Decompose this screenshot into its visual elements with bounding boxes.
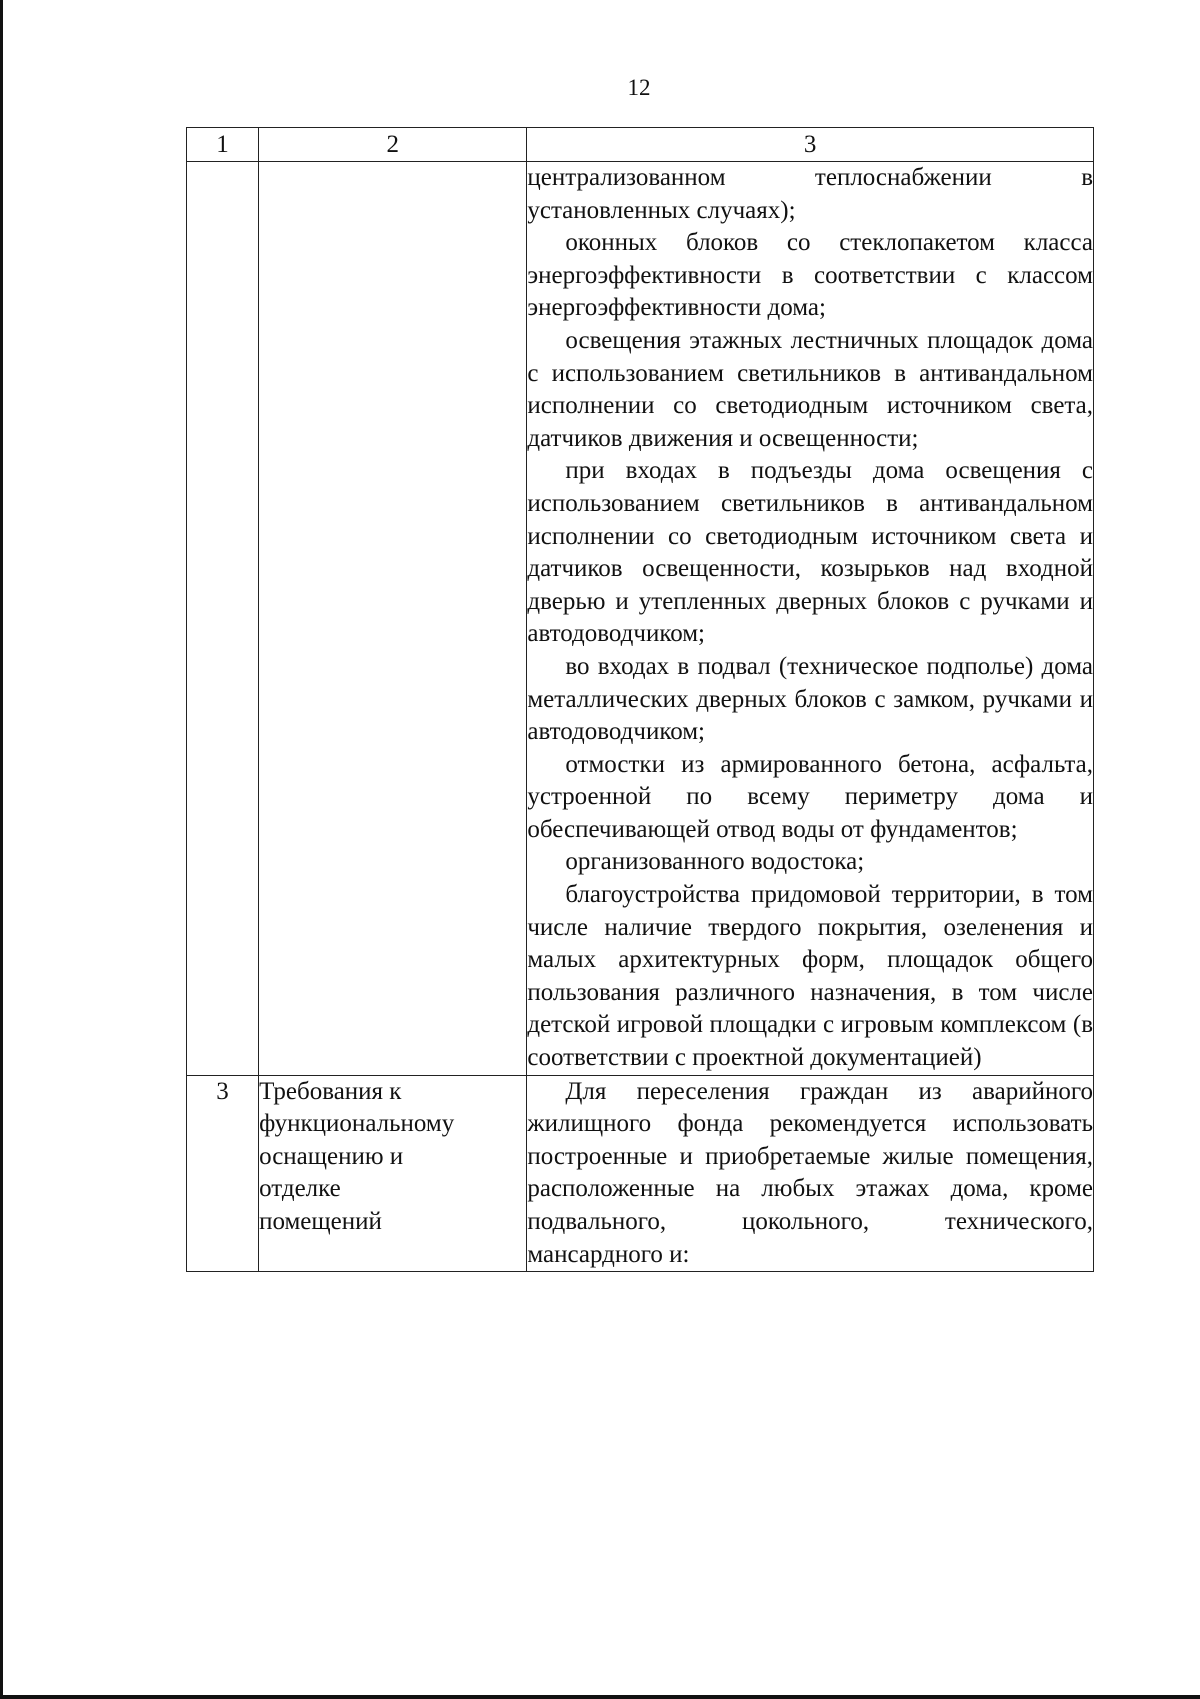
row-number-cell: 3	[187, 1075, 259, 1272]
header-cell-3: 3	[527, 128, 1094, 162]
paragraph: освещения этажных лестничных площадок дома с использованием светильников в антивандальном исполнении со светодиодным источником света, датчиков движения и освещенности;	[527, 326, 1093, 452]
row-label-cell	[259, 162, 527, 1076]
requirements-table	[186, 127, 1094, 1272]
table-row	[187, 162, 1094, 1076]
label-line: отделке	[259, 1175, 341, 1203]
paragraph: оконных блоков со стеклопакетом класса энергоэффективности в соответствии с классом энергоэффективности дома;	[527, 229, 1093, 322]
page-number: 12	[627, 75, 651, 100]
scan-edge-left	[0, 0, 3, 1699]
row-label-cell	[259, 1075, 527, 1272]
header-cell-2: 2	[259, 128, 527, 162]
paragraph: отмостки из армированного бетона, асфальта, устроенной по всему периметру дома и обеспечивающей отвод воды от фундаментов;	[527, 750, 1093, 843]
row-content-cell	[527, 162, 1094, 1076]
label-line: оснащению и	[259, 1142, 404, 1170]
label-line: помещений	[259, 1208, 382, 1235]
paragraph: Для переселения граждан из аварийного жилищного фонда рекомендуется использовать построенные и приобретаемые жилые помещения, расположенные на любых этажах дома, кроме подвального, цокольного, технического, мансардного и:	[527, 1077, 1093, 1268]
table-row	[187, 1075, 1094, 1272]
paragraph: во входах в подвал (техническое подполье) дома металлических дверных блоков с замком, ручками и автодоводчиком;	[527, 652, 1093, 746]
label-line: функциональному	[259, 1110, 455, 1138]
paragraph: при входах в подъезды дома освещения с использованием светильников в антивандальном исполнении со светодиодным источником света и датчиков освещенности, козырьков над входной дверью и утепленных дверных блоков с ручками и автодоводчиком;	[527, 457, 1093, 648]
table-header-row	[187, 128, 1094, 162]
row-number-cell	[187, 162, 259, 1076]
scan-edge-bottom	[0, 1695, 1200, 1699]
header-cell-1: 1	[187, 128, 259, 162]
paragraph: централизованном теплоснабжении в установленных случаях);	[527, 164, 1093, 224]
row-content-cell	[527, 1075, 1094, 1272]
paragraph: благоустройства придомовой территории, в том числе наличие твердого покрытия, озеленения и малых архитектурных форм, площадок общего пользования различного назначения, в том числе детской игровой площадки с игровым комплексом (в соответствии с проектной документацией)	[527, 881, 1093, 1072]
paragraph: организованного водостока;	[565, 848, 865, 876]
label-line: Требования к	[259, 1077, 402, 1105]
